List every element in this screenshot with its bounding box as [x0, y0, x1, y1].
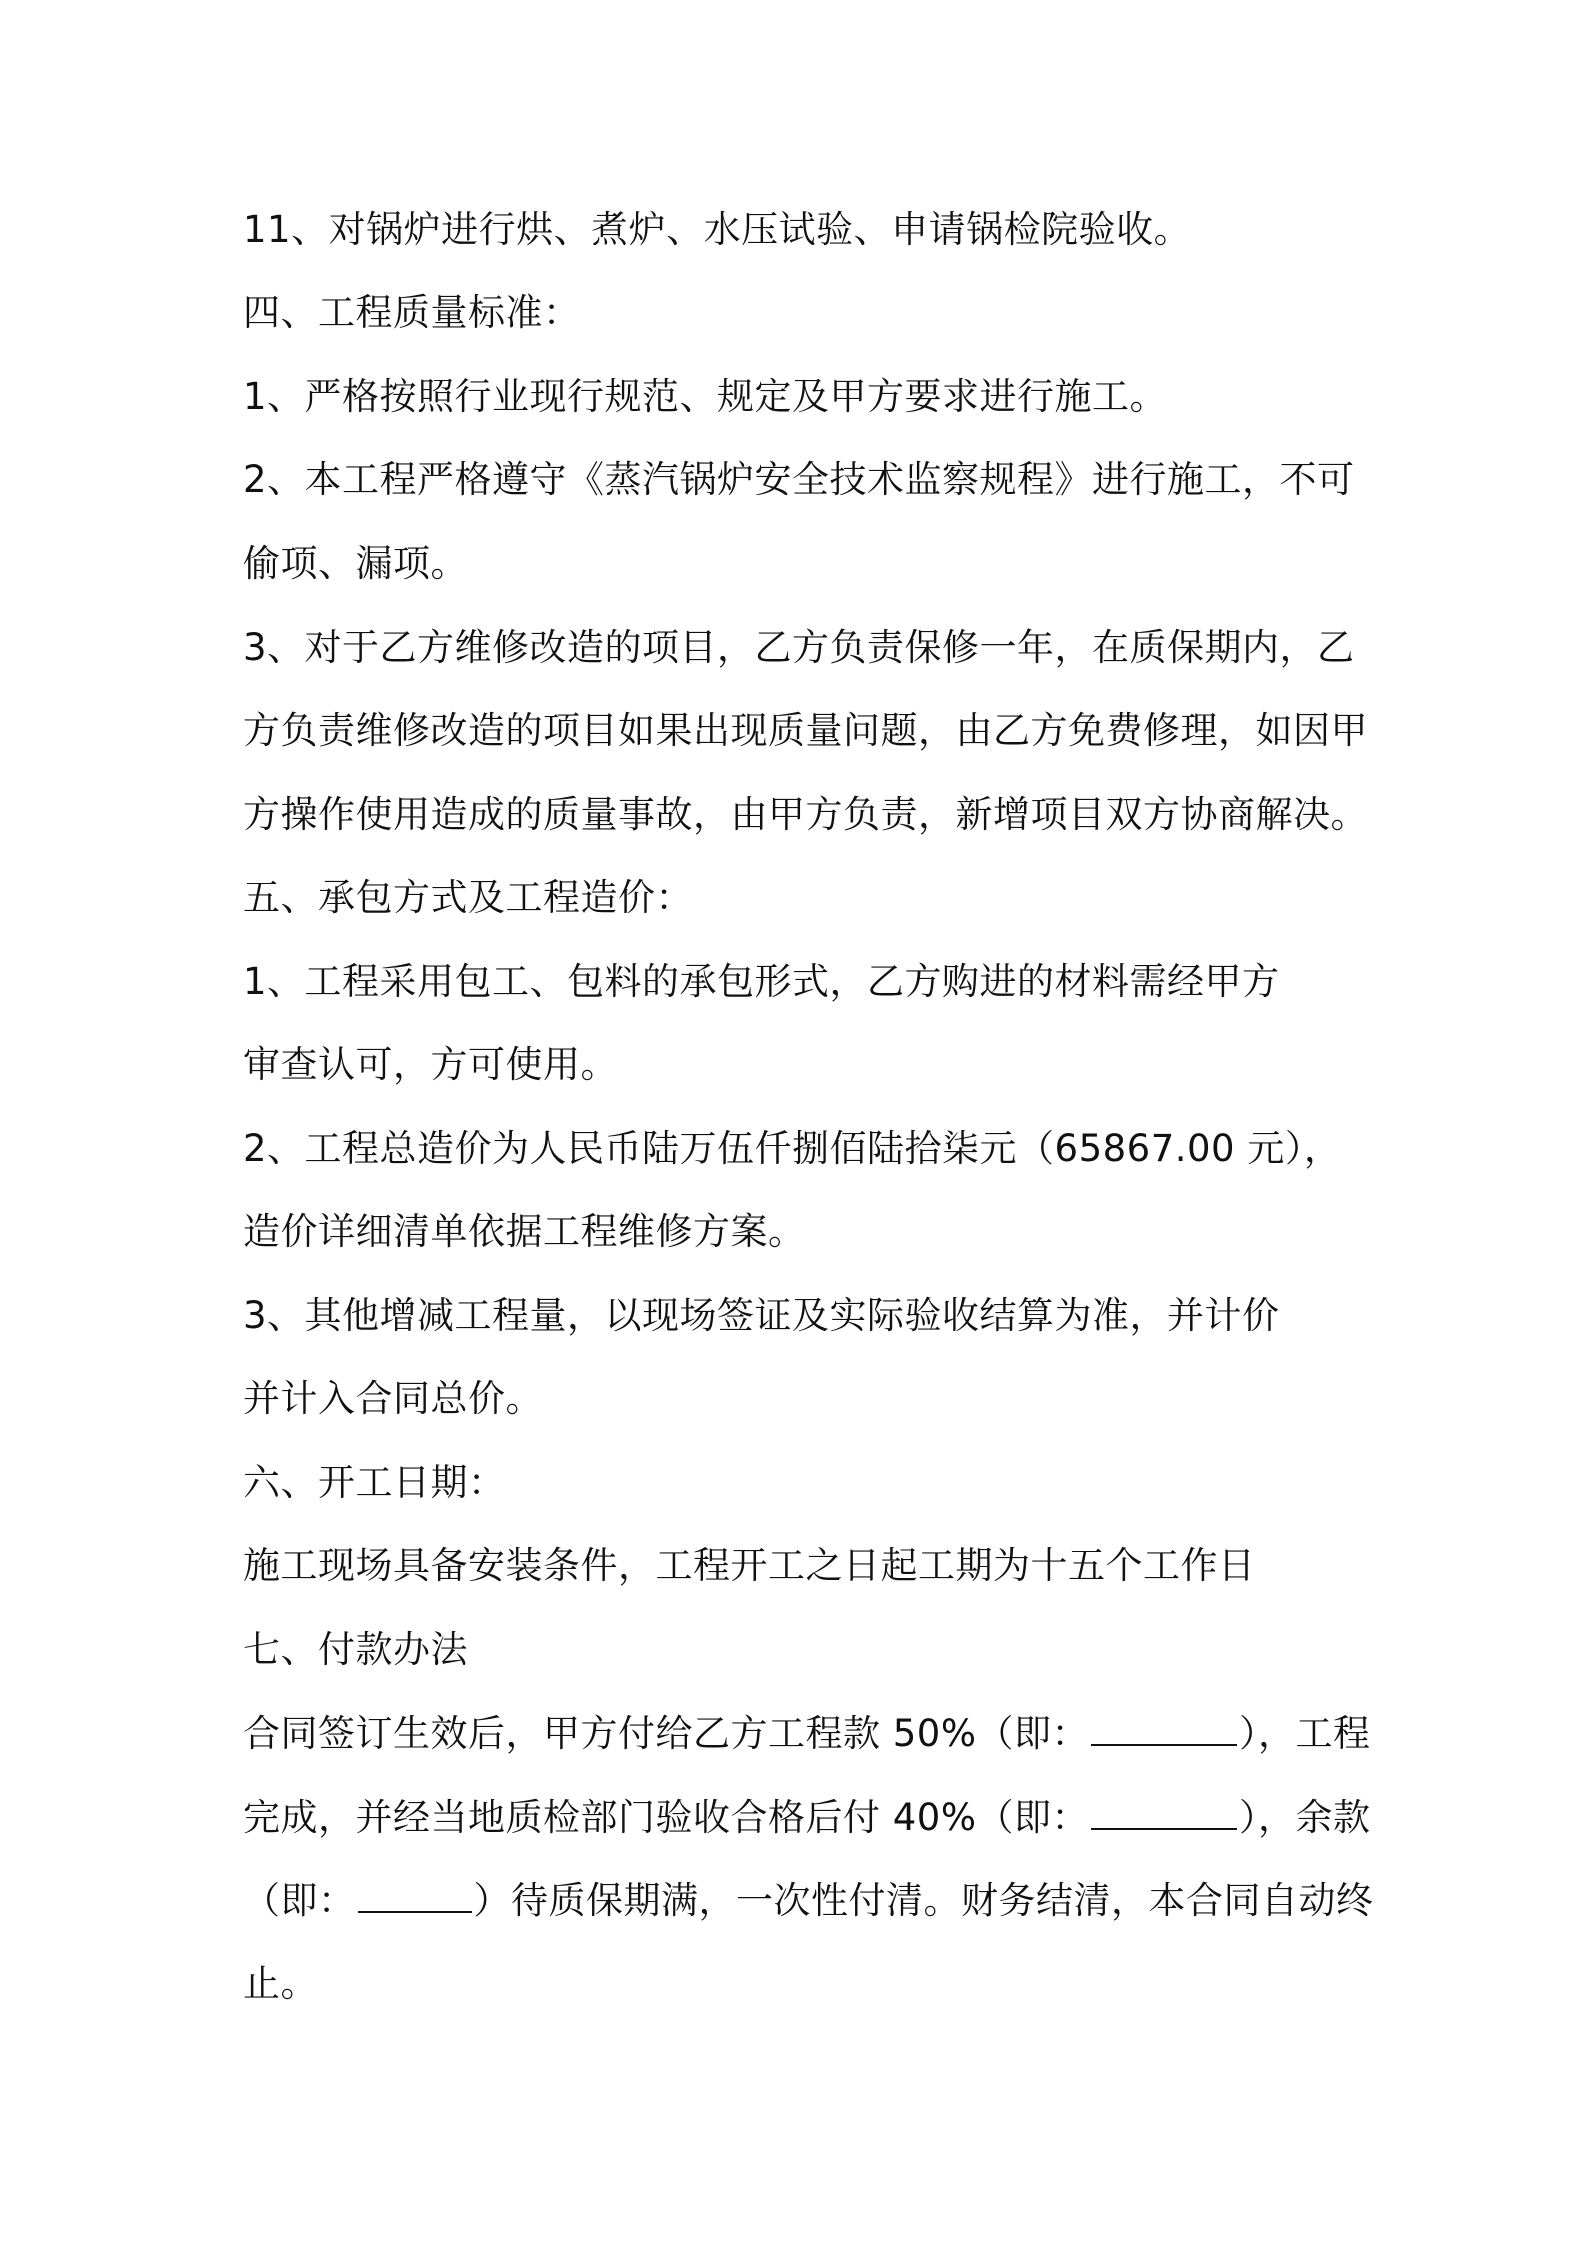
payment-line-3	[243, 1875, 1374, 1925]
payment-text: ）待质保期满，一次性付清。财务结清，本合同自动终	[473, 1879, 1374, 1922]
text-line: 方负责维修改造的项目如果出现质量问题，由乙方免费修理，如因甲	[243, 709, 1368, 752]
payment-text: ），余款	[1239, 1796, 1371, 1839]
text-line: 方操作使用造成的质量事故，由甲方负责，新增项目双方协商解决。	[243, 793, 1368, 836]
text-line: 1、严格按照行业现行规范、规定及甲方要求进行施工。	[243, 375, 1168, 418]
payment-line-1	[243, 1708, 1371, 1758]
section-heading: 六、开工日期：	[243, 1461, 506, 1504]
text-line: 2、工程总造价为人民币陆万伍仟捌佰陆拾柒元（65867.00 元），	[243, 1127, 1342, 1170]
payment-text: 完成，并经当地质检部门验收合格后付 40%（即：	[243, 1796, 1089, 1839]
text-line: 造价详细清单依据工程维修方案。	[243, 1210, 806, 1253]
text-line: 3、对于乙方维修改造的项目，乙方负责保修一年，在质保期内，乙	[243, 626, 1355, 669]
blank-field-50[interactable]	[1091, 1708, 1237, 1746]
section-heading: 七、付款办法	[243, 1628, 468, 1671]
section-heading: 五、承包方式及工程造价：	[243, 876, 693, 919]
text-line: 1、工程采用包工、包料的承包形式，乙方购进的材料需经甲方	[243, 960, 1280, 1003]
text-line: 并计入合同总价。	[243, 1377, 543, 1420]
text-line: 施工现场具备安装条件，工程开工之日起工期为十五个工作日	[243, 1544, 1256, 1587]
blank-field-remainder[interactable]	[358, 1875, 472, 1913]
text-line: 3、其他增减工程量，以现场签证及实际验收结算为准，并计价	[243, 1294, 1280, 1337]
text-line: 审查认可，方可使用。	[243, 1043, 618, 1086]
payment-text: ），工程	[1239, 1712, 1371, 1755]
payment-line-2	[243, 1792, 1371, 1842]
payment-line-4: 止。	[243, 1962, 318, 2005]
blank-field-40[interactable]	[1091, 1792, 1237, 1830]
text-line: 2、本工程严格遵守《蒸汽锅炉安全技术监察规程》进行施工，不可	[243, 458, 1355, 501]
payment-text: 合同签订生效后，甲方付给乙方工程款 50%（即：	[243, 1712, 1089, 1755]
payment-text: （即：	[243, 1879, 356, 1922]
text-line: 偷项、漏项。	[243, 542, 468, 585]
section-heading: 四、工程质量标准：	[243, 291, 581, 334]
text-line: 11、对锅炉进行烘、煮炉、水压试验、申请锅检院验收。	[243, 208, 1192, 251]
